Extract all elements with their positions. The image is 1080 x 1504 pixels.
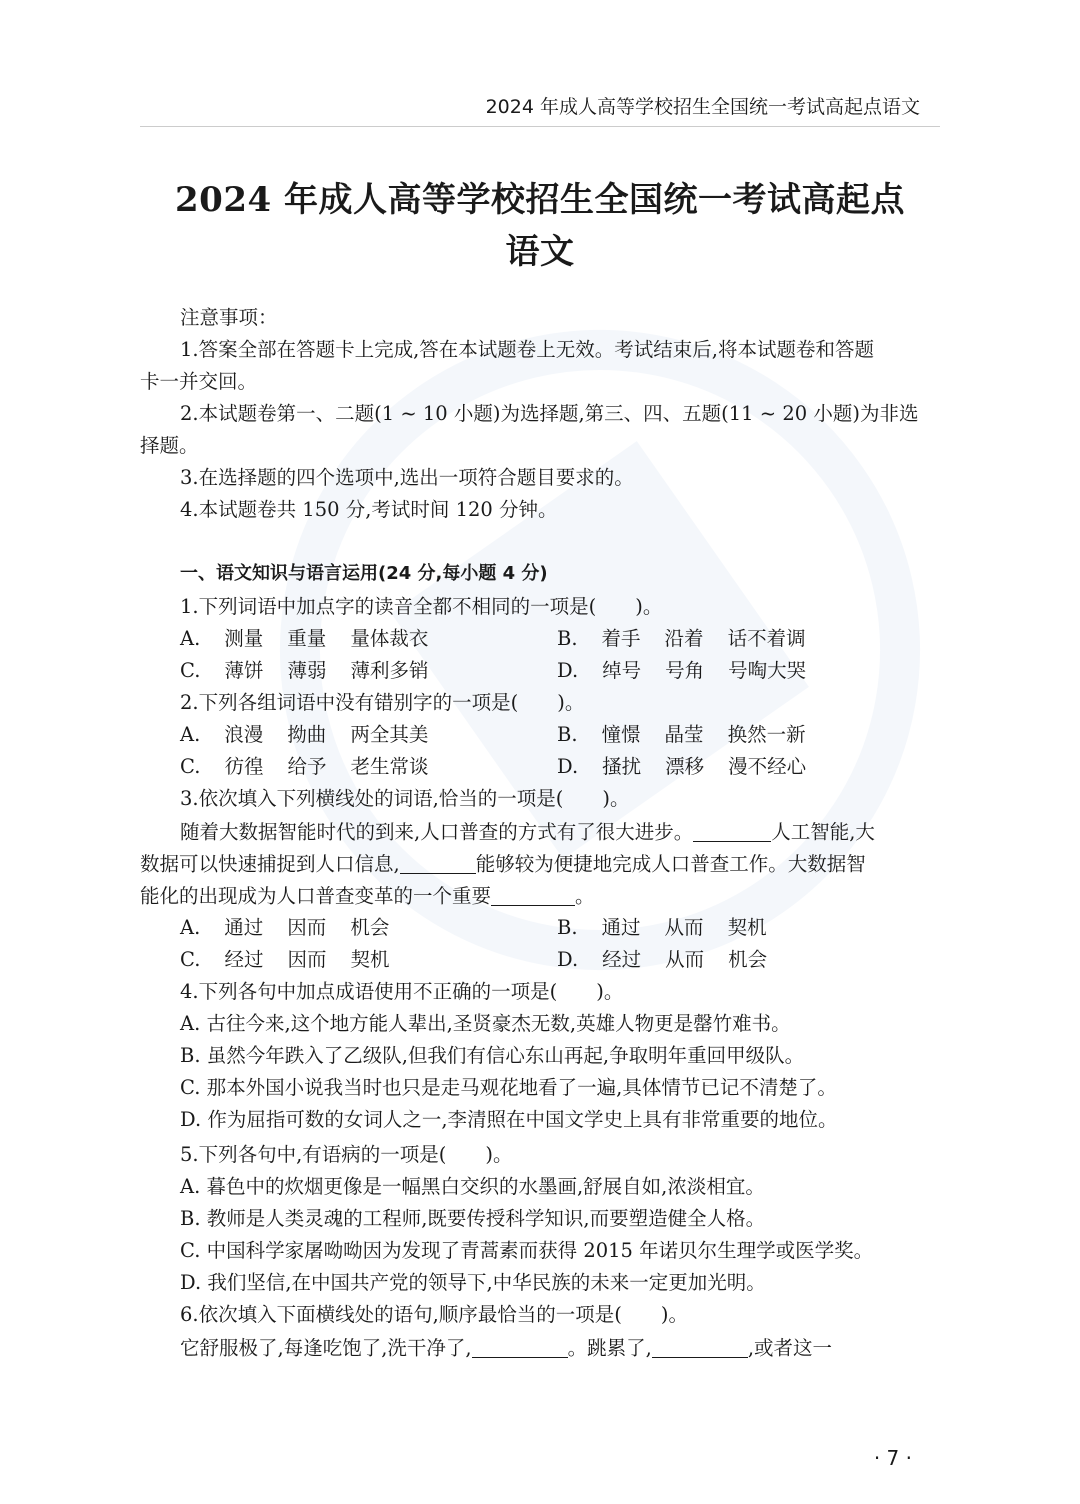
q1-option-c [180,661,428,681]
q3-option-a [180,918,389,938]
option-letter: B. [557,627,578,650]
q4-option-c: C. 那本外国小说我当时也只是走马观花地看了一遍,具体情节已记不清楚了。 [180,1076,837,1099]
option-word: 拗曲 [287,723,327,746]
fill-blank [693,821,771,842]
notice-item-1: 1.答案全部在答题卡上完成,答在本试题卷上无效。考试结束后,将本试题卷和答题 [180,338,875,361]
page-number: · 7 · [873,1446,912,1470]
option-word: 漂移 [665,755,705,778]
question-5-stem: 5.下列各句中,有语病的一项是( )。 [180,1143,513,1166]
option-word: 测量 [224,627,264,650]
option-word: 老生常谈 [350,755,429,778]
passage-text: 数据可以快速捕捉到人口信息, [140,852,400,876]
notice-label: 注意事项： [180,306,278,329]
notice-item-1-cont: 卡一并交回。 [140,370,258,393]
passage-text: 它舒服极了,每逢吃饱了,洗干净了, [180,1336,472,1360]
q2-option-a [180,725,428,745]
option-word: 契机 [350,948,390,971]
option-word: 彷徨 [224,755,264,778]
passage-text: 随着大数据智能时代的到来,人口普查的方式有了很大进步。 [180,820,694,844]
fill-blank [472,1337,568,1358]
q5-option-d: D. 我们坚信,在中国共产党的领导下,中华民族的未来一定更加光明。 [180,1271,766,1294]
option-word: 从而 [665,948,705,971]
option-word: 憧憬 [601,723,641,746]
option-letter: B. [557,723,578,746]
q5-option-a: A. 暮色中的炊烟更像是一幅黑白交织的水墨画,舒展自如,浓淡相宜。 [180,1175,765,1198]
q2-option-c [180,757,428,777]
option-word: 换然一新 [727,723,806,746]
running-header: 2024 年成人高等学校招生全国统一考试高起点语文 [485,96,920,118]
option-word: 通过 [224,916,264,939]
q2-option-d [557,757,806,777]
q1-option-a [180,629,428,649]
option-letter: C. [180,755,201,778]
fill-blank [400,853,476,874]
option-letter: D. [557,755,579,778]
option-word: 经过 [602,948,642,971]
option-word: 薄利多销 [350,659,429,682]
option-word: 号角 [665,659,705,682]
passage-text: 人工智能,大 [771,820,875,844]
option-word: 量体裁衣 [350,627,429,650]
passage-text: ,或者这一 [747,1336,833,1360]
section-heading: 一、语文知识与语言运用(24 分,每小题 4 分) [180,563,548,584]
option-word: 绰号 [602,659,642,682]
passage-text: 。跳累了, [567,1336,652,1360]
option-word: 给予 [287,755,327,778]
q3-option-b [557,918,767,938]
page-subtitle: 语文 [505,232,575,272]
q1-option-d [557,661,806,681]
option-letter: B. [557,916,578,939]
option-word: 契机 [727,916,767,939]
q3-passage-line-1 [180,821,875,842]
fill-blank [652,1337,748,1358]
option-word: 因而 [287,948,327,971]
option-word: 漫不经心 [728,755,807,778]
option-word: 经过 [224,948,264,971]
q5-option-c: C. 中国科学家屠呦呦因为发现了青蒿素而获得 2015 年诺贝尔生理学或医学奖。 [180,1239,874,1262]
fill-blank [491,885,575,906]
option-word: 机会 [728,948,768,971]
option-letter: C. [180,659,201,682]
notice-item-4: 4.本试题卷共 150 分,考试时间 120 分钟。 [180,498,558,521]
option-word: 晶莹 [664,723,704,746]
option-letter: A. [180,627,201,650]
q3-passage-line-2 [140,853,866,874]
q4-option-a: A. 古往今来,这个地方能人辈出,圣贤豪杰无数,英雄人物更是罄竹难书。 [180,1012,791,1035]
option-letter: C. [180,948,201,971]
option-word: 号啕大哭 [728,659,807,682]
q4-option-d: D. 作为屈指可数的女词人之一,李清照在中国文学史上具有非常重要的地位。 [180,1108,838,1131]
passage-text: 能化的出现成为人口普查变革的一个重要 [140,884,492,908]
option-letter: A. [180,916,201,939]
option-word: 浪漫 [224,723,264,746]
q2-option-b [557,725,806,745]
header-divider [140,126,940,127]
notice-item-3: 3.在选择题的四个选项中,选出一项符合题目要求的。 [180,466,634,489]
option-word: 因而 [287,916,327,939]
q3-passage-line-3 [140,885,595,906]
option-letter: D. [557,948,579,971]
question-4-stem: 4.下列各句中加点成语使用不正确的一项是( )。 [180,980,624,1003]
option-letter: D. [557,659,579,682]
q1-option-b [557,629,806,649]
question-6-stem: 6.依次填入下面横线处的语句,顺序最恰当的一项是( )。 [180,1303,689,1326]
q5-option-b: B. 教师是人类灵魂的工程师,既要传授科学知识,而要塑造健全人格。 [180,1207,766,1230]
question-2-stem: 2.下列各组词语中没有错别字的一项是( )。 [180,691,585,714]
q3-option-d [557,950,767,970]
option-word: 沿着 [664,627,704,650]
option-word: 机会 [350,916,390,939]
question-1-stem: 1.下列词语中加点字的读音全都不相同的一项是( )。 [180,595,663,618]
passage-text: 。 [575,884,595,908]
option-letter: A. [180,723,201,746]
question-3-stem: 3.依次填入下列横线处的词语,恰当的一项是( )。 [180,787,630,810]
q6-passage-line-1 [180,1337,832,1358]
option-word: 话不着调 [727,627,806,650]
option-word: 通过 [601,916,641,939]
notice-item-2: 2.本试题卷第一、二题(1 ~ 10 小题)为选择题,第三、四、五题(11 ~ 20 小题)为非选 [180,402,919,425]
option-word: 薄饼 [224,659,264,682]
page-title: 2024 年成人高等学校招生全国统一考试高起点 [175,180,905,220]
notice-item-2-cont: 择题。 [140,434,199,457]
option-word: 薄弱 [287,659,327,682]
option-word: 着手 [601,627,641,650]
option-word: 搔扰 [602,755,642,778]
q4-option-b: B. 虽然今年跌入了乙级队,但我们有信心东山再起,争取明年重回甲级队。 [180,1044,805,1067]
option-word: 从而 [664,916,704,939]
passage-text: 能够较为便捷地完成人口普查工作。大数据智 [475,852,866,876]
option-word: 重量 [287,627,327,650]
q3-option-c [180,950,389,970]
option-word: 两全其美 [350,723,429,746]
